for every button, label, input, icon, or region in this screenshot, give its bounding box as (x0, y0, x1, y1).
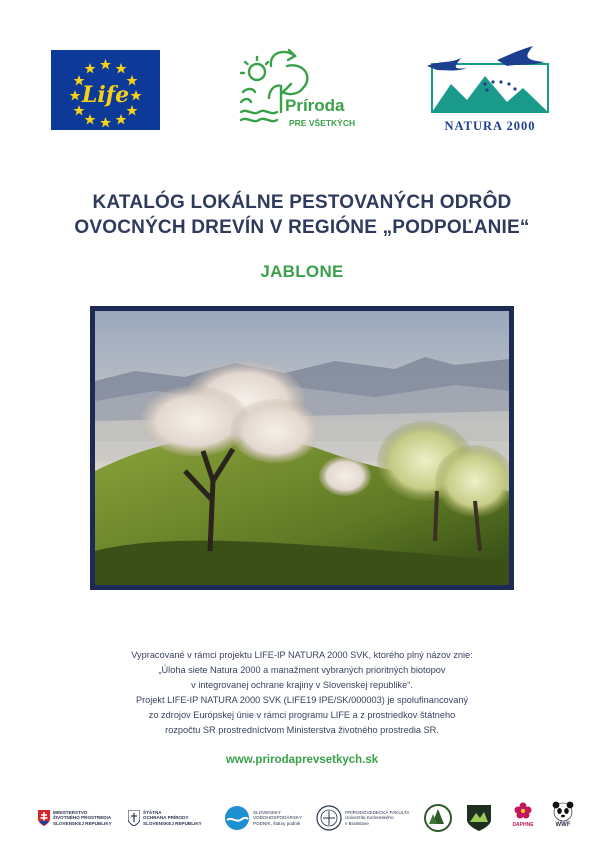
water-drop-icon (224, 805, 250, 831)
slovak-coat-of-arms-icon (38, 810, 50, 826)
natura-2000-logo (427, 44, 553, 134)
svp-line-1: SLOVENSKÝ (253, 809, 281, 815)
sop-line-3: SLOVENSKEJ REPUBLIKY (143, 820, 202, 826)
partner-logos (0, 800, 604, 840)
forest-badge-icon (424, 804, 452, 832)
orchard-landscape-image (95, 311, 509, 585)
svp-line-2: VODOHOSPODÁRSKY (253, 815, 303, 821)
wwf-label: WWF (555, 822, 571, 828)
priroda-pre-vsetkych-logo (233, 42, 373, 134)
sop-line-2: OCHRANA PRÍRODY (143, 815, 189, 821)
sop-logo (128, 800, 202, 836)
ministry-line-2: ŽIVOTNÉHO PROSTREDIA (53, 815, 112, 821)
sop-emblem-icon (128, 810, 140, 826)
daphne-flower-icon (512, 800, 534, 822)
title-line-2: OVOCNÝCH DREVÍN V REGIÓNE „PODPOĽANIE“ (74, 217, 530, 238)
description-line-4: Projekt LIFE-IP NATURA 2000 SVK (LIFE19 IPE/SK/000003) je spolufinancovaný (135, 695, 469, 705)
description-line-1: Vypracované v rámci projektu LIFE-IP NATURA 2000 SVK, ktorého plný názov znie: (131, 650, 473, 660)
national-park-logo (424, 800, 452, 836)
university-seal-icon (316, 805, 342, 831)
faculty-line-2: Univerzita Komenského (345, 815, 394, 821)
cover-photo-frame (90, 306, 514, 590)
tree-sun-icon (233, 42, 373, 134)
priroda-name: Príroda (285, 96, 345, 115)
faculty-logo (316, 800, 409, 836)
eu-stars-icon (51, 50, 160, 130)
description-line-5: zo zdrojov Európskej únie v rámci programu LIFE a z prostriedkov štátneho (148, 710, 456, 720)
daphne-logo (512, 800, 534, 836)
description-line-3: v integrovanej ochrane krajiny v Slovenskej republike“. (191, 680, 413, 690)
life-text: Life (81, 82, 130, 108)
project-description (70, 648, 534, 738)
website-link[interactable]: www.prirodaprevsetkych.sk (225, 754, 379, 766)
page-title (0, 190, 604, 240)
svp-logo (224, 800, 302, 836)
ministry-line-1: MINISTERSTVO (53, 809, 88, 815)
eu-life-logo (51, 50, 160, 130)
header-logos (0, 42, 604, 134)
panda-icon (552, 800, 574, 822)
ministry-logo (38, 800, 112, 836)
svp-line-3: PODNIK, štátny podnik (253, 820, 301, 826)
faculty-line-1: PRÍRODOVEDECKÁ FAKULTA (345, 809, 410, 815)
sop-line-1: ŠTÁTNA (143, 809, 162, 815)
mountain-shield-icon (466, 804, 492, 832)
faculty-line-3: v Bratislave (345, 820, 369, 826)
ministry-line-3: SLOVENSKEJ REPUBLIKY (53, 820, 112, 826)
natura-birds-icon (427, 44, 553, 134)
protected-area-logo (466, 800, 492, 836)
daphne-label: DAPHNE (512, 822, 534, 828)
description-line-2: „Úloha siete Natura 2000 a manažment vybraných prioritných biotopov (158, 665, 446, 675)
priroda-tagline: PRE VŠETKÝCH (289, 118, 356, 128)
natura-text: NATURA 2000 (444, 119, 536, 133)
wwf-logo (552, 800, 574, 836)
page-subtitle: JABLONE (260, 262, 344, 281)
title-line-1: KATALÓG LOKÁLNE PESTOVANÝCH ODRÔD (92, 192, 512, 213)
description-line-6: rozpočtu SR prostredníctvom Ministerstva životného prostredia SR. (165, 725, 439, 735)
